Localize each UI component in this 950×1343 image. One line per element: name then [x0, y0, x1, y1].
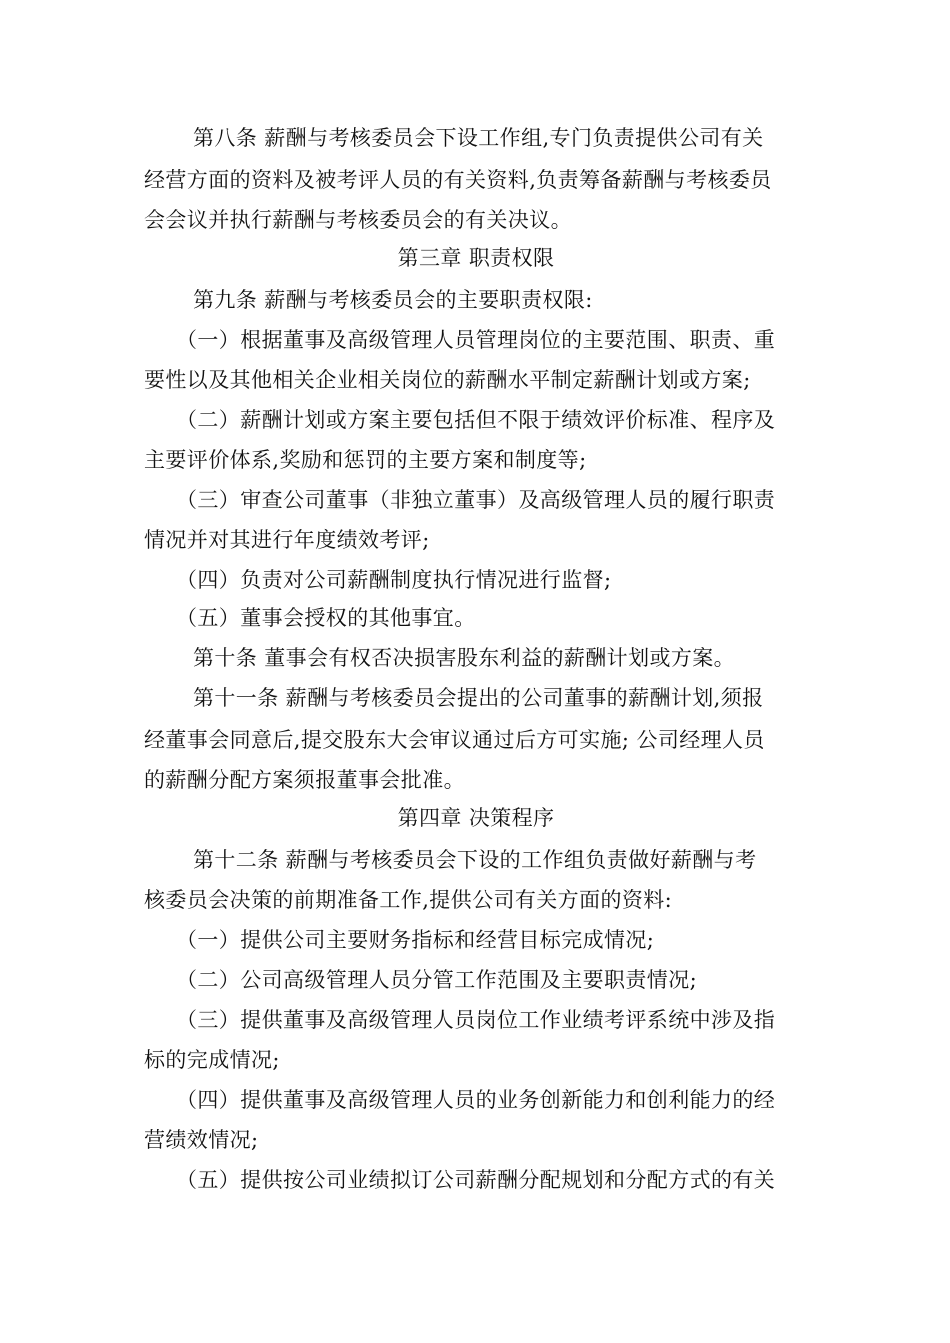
article-9-item-2-line-1: （二）薪酬计划或方案主要包括但不限于绩效评价标准、程序及: [176, 408, 776, 432]
article-11-line-1: 第十一条 薪酬与考核委员会提出的公司董事的薪酬计划,须报: [193, 686, 764, 710]
article-12-item-3-line-1: （三）提供董事及高级管理人员岗位工作业绩考评系统中涉及指: [176, 1008, 776, 1032]
article-9-item-3-line-1: （三）审查公司董事（非独立董事）及高级管理人员的履行职责: [176, 488, 776, 512]
article-9-line-1: 第九条 薪酬与考核委员会的主要职责权限:: [193, 288, 593, 312]
article-12-item-4-line-2: 营绩效情况;: [144, 1128, 259, 1152]
article-12-item-2: （二）公司高级管理人员分管工作范围及主要职责情况;: [176, 968, 698, 992]
article-10: 第十条 董事会有权否决损害股东利益的薪酬计划或方案。: [193, 646, 736, 670]
article-11-line-2: 经董事会同意后,提交股东大会审议通过后方可实施; 公司经理人员: [144, 728, 765, 752]
article-12-item-5-line-1: （五）提供按公司业绩拟订公司薪酬分配规划和分配方式的有关: [176, 1168, 776, 1192]
article-12-item-1: （一）提供公司主要财务指标和经营目标完成情况;: [176, 928, 655, 952]
article-9-item-2-line-2: 主要评价体系,奖励和惩罚的主要方案和制度等;: [144, 448, 587, 472]
article-9-item-1-line-1: （一）根据董事及高级管理人员管理岗位的主要范围、职责、重: [176, 328, 776, 352]
chapter-4-heading: 第四章 决策程序: [397, 806, 555, 830]
article-8-line-1: 第八条 薪酬与考核委员会下设工作组,专门负责提供公司有关: [193, 126, 764, 150]
article-12-item-3-line-2: 标的完成情况;: [144, 1048, 280, 1072]
article-9-item-1-line-2: 要性以及其他相关企业相关岗位的薪酬水平制定薪酬计划或方案;: [144, 368, 751, 392]
article-8-line-2: 经营方面的资料及被考评人员的有关资料,负责筹备薪酬与考核委员: [144, 168, 772, 192]
article-12-item-4-line-1: （四）提供董事及高级管理人员的业务创新能力和创利能力的经: [176, 1088, 776, 1112]
article-11-line-3: 的薪酬分配方案须报董事会批准。: [144, 768, 465, 792]
article-8-line-3: 会会议并执行薪酬与考核委员会的有关决议。: [144, 208, 572, 232]
article-9-item-5: （五）董事会授权的其他事宜。: [176, 606, 476, 630]
article-9-item-4: （四）负责对公司薪酬制度执行情况进行监督;: [176, 568, 612, 592]
article-12-line-1: 第十二条 薪酬与考核委员会下设的工作组负责做好薪酬与考: [193, 848, 757, 872]
chapter-3-heading: 第三章 职责权限: [397, 246, 555, 270]
article-12-line-2: 核委员会决策的前期准备工作,提供公司有关方面的资料:: [144, 888, 673, 912]
article-9-item-3-line-2: 情况并对其进行年度绩效考评;: [144, 528, 430, 552]
